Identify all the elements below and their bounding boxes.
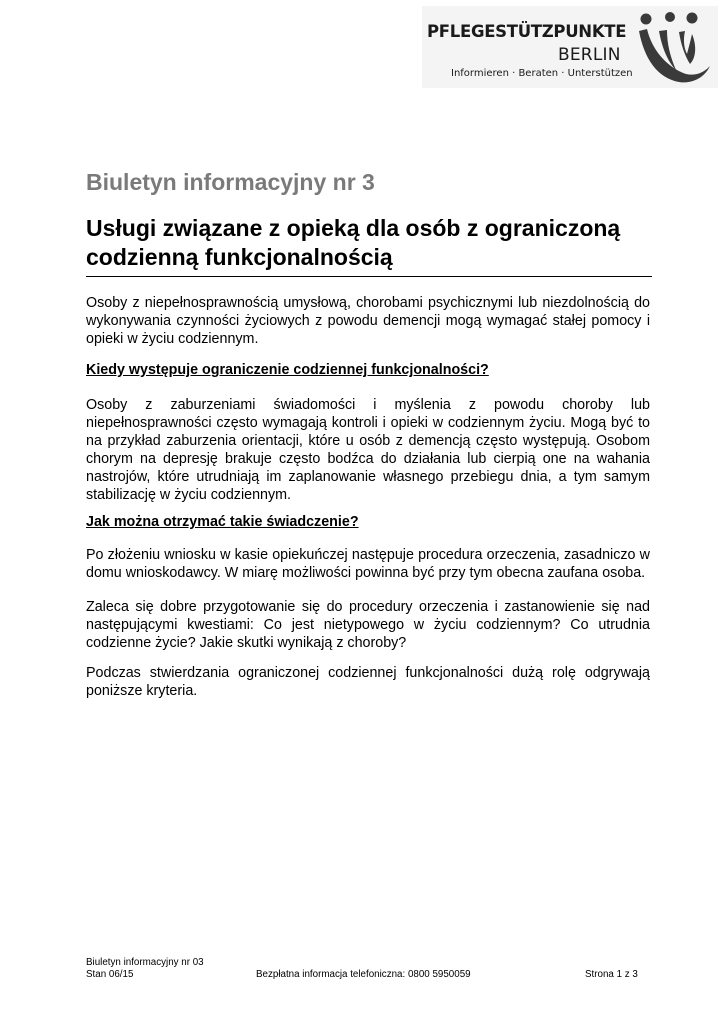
footer-series: Biuletyn informacyjny nr 03 — [86, 957, 204, 968]
logo-city: BERLIN — [558, 45, 621, 65]
footer-status: Stan 06/15 — [86, 969, 134, 980]
section-paragraph-procedure: Po złożeniu wniosku w kasie opiekuńczej następuje procedura orzeczenia, zasadniczo w domu wnioskodawcy. W miarę możliwości powinna być przy tym obecna zaufana osoba. — [86, 547, 650, 581]
logo-title: PFLEGESTÜTZPUNKTE — [427, 22, 627, 41]
logo-figures-icon — [632, 12, 714, 86]
section-paragraph-preparation: Zaleca się dobre przygotowanie się do procedury orzeczenia i zastanowienie się nad następującymi kwestiami: Co jest nietypowego w życiu codziennym? Co utrudnia codzienne życie? Jakie skutki wynikają z choroby? — [86, 599, 650, 651]
intro-paragraph: Osoby z niepełnosprawnością umysłową, chorobami psychicznymi lub niezdolnością do wykonywania czynności życiowych z powodu demencji mogą wymagać stałej pomocy i opieki w życiu codziennym. — [86, 295, 650, 347]
footer-page-number: Strona 1 z 3 — [585, 969, 638, 980]
section-text-when: Osoby z zaburzeniami świadomości i myślenia z powodu choroby lub niepełnosprawności często wymagają kontroli i opieki w codziennym życiu. Mogą być to na przykład zaburzenia orientacji, które u osób z demencją często występują. Osobom chorym na depresję brakuje często bodźca do działania lub cierpią one na wahania nastrojów, które utrudniają im zaplanowanie własnego przebiegu dnia, a tym samym stabilizację w życiu codziennym. — [86, 397, 650, 503]
section-heading-how: Jak można otrzymać takie świadczenie? — [86, 514, 359, 530]
section-heading-when: Kiedy występuje ograniczenie codziennej funkcjonalności? — [86, 362, 489, 378]
section-paragraph-criteria: Podczas stwierdzania ograniczonej codziennej funkcjonalności dużą rolę odgrywają poniższe kryteria. — [86, 665, 650, 699]
document-title: Usługi związane z opieką dla osób z ograniczoną codzienną funkcjonalnością — [86, 214, 652, 277]
logo-tagline: Informieren · Beraten · Unterstützen — [451, 68, 633, 79]
footer-hotline: Bezpłatna informacja telefoniczna: 0800 5950059 — [256, 969, 471, 980]
document-subtitle: Biuletyn informacyjny nr 3 — [86, 169, 375, 195]
